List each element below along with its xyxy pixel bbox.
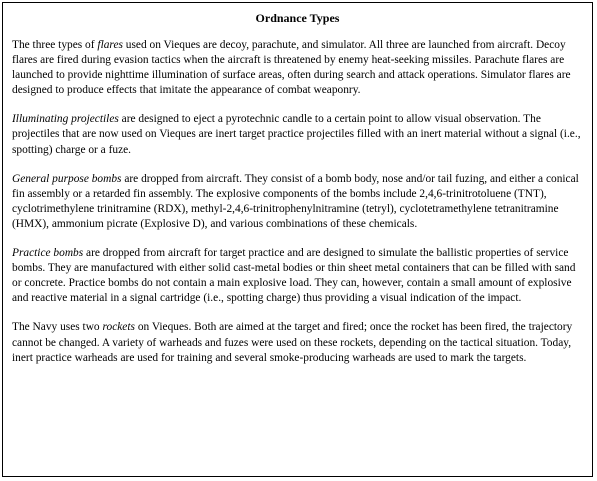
paragraph-text: on Vieques. Both are aimed at the target and fired; once the rocket has been fired, the trajectory cannot be changed. A variety of warheads and fuzes were used on these rockets, depending on the tactical situation. Today, inert practice warheads are used for training and several smoke-producing warheads are used to mark the targets. (12, 321, 573, 364)
paragraph-illuminating-projectiles (12, 112, 583, 157)
ordnance-types-box (2, 2, 593, 477)
paragraph-lead: The Navy uses two (12, 321, 103, 334)
paragraph-flares (12, 38, 583, 98)
paragraph-text: used on Vieques are decoy, parachute, and simulator. All three are launched from aircraft. Decoy flares are fired during evasion tactics when the aircraft is threatened by enemy heat-seeking missiles. Parachute flares are launched to provide nighttime illumination of surface areas, often during search and attack operations. Simulator flares are designed to produce effects that imitate the appearance of combat weaponry. (12, 39, 571, 97)
term-illuminating-projectiles: Illuminating projectiles (12, 113, 119, 126)
paragraph-text: are designed to eject a pyrotechnic candle to a certain point to allow visual observation. The projectiles that are now used on Vieques are inert target practice projectiles filled with an inert material without a signal (i.e., spotting) charge or a fuze. (12, 113, 581, 156)
paragraph-general-purpose-bombs (12, 172, 583, 232)
term-general-purpose-bombs: General purpose bombs (12, 172, 122, 185)
document-title: Ordnance Types (255, 11, 340, 25)
term-flares: flares (97, 39, 123, 51)
paragraph-lead: The three types of (12, 39, 98, 51)
term-rockets: rockets (102, 321, 135, 334)
paragraph-practice-bombs (12, 246, 583, 306)
term-practice-bombs: Practice bombs (12, 247, 84, 260)
paragraph-text: are dropped from aircraft for target practice and are designed to simulate the ballistic properties of service bombs. They are manufactured with either solid cast-metal bodies or thin sheet metal containers that can be filled with sand or concrete. Practice bombs do not contain a main explosive load. They can, however, contain a small amount of explosive and reactive material in a signal cartridge (i.e., spotting charge) thus providing a visual indication of the impact. (12, 247, 576, 305)
paragraph-text: are dropped from aircraft. They consist of a bomb body, nose and/or tail fuzing, and either a conical fin assembly or a retarded fin assembly. The explosive components of the bombs include 2,4,6-trinitrotoluene (TNT), cyclotrimethylene trinitramine (RDX), methyl-2,4,6-trinitrophenylnitramine (tetryl), cyclotetramethylene tetranitramine (HMX), ammonium picrate (Explosive D), and various combinations of these chemicals. (12, 172, 579, 230)
paragraph-rockets (12, 320, 583, 365)
